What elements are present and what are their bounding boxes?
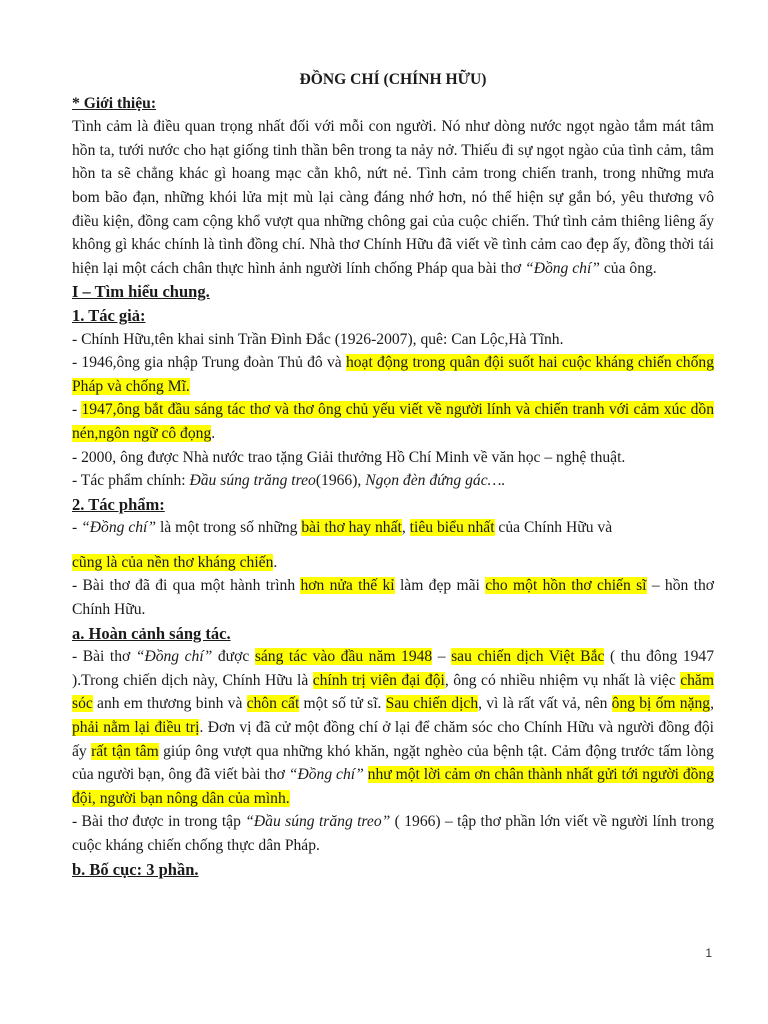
text: –: [432, 648, 452, 666]
work-line-2-text: làm đẹp mãi: [394, 577, 486, 595]
poem-title: “Đồng chí”: [81, 519, 157, 537]
work-line-1: [72, 516, 714, 540]
highlight: Sau chiến dịch: [385, 695, 479, 713]
work-heading: 2. Tác phẩm:: [72, 494, 165, 514]
work-title: Đầu súng trăng treo: [189, 472, 316, 490]
highlight: như một lời cảm ơn chân thành nhất gửi tới người đồng đội, người bạn nông dân của mình.: [72, 766, 715, 807]
highlight: tiêu biểu nhất: [409, 519, 495, 537]
highlight: ông bị ốm nặng: [611, 695, 711, 713]
author-line-5-text: - Tác phẩm chính:: [72, 472, 190, 490]
text: - Bài thơ: [72, 648, 136, 666]
text: anh em thương binh và: [92, 695, 247, 713]
intro-poem-title: “Đồng chí”: [525, 259, 600, 277]
text: ( thu đông 1947 ).Trong chiến dịch này, Chính Hữu là: [72, 648, 715, 689]
document-page: [72, 68, 714, 881]
text: ,: [710, 695, 714, 713]
work-line-2-text: - Bài thơ đã đi qua một hành trình: [72, 577, 301, 595]
document-title: ĐỒNG CHÍ (CHÍNH HỮU): [299, 71, 487, 88]
highlight: chôn cất: [246, 695, 300, 713]
collection-title: “Đầu súng trăng treo”: [245, 813, 391, 831]
work-line-1-text: của Chính Hữu và: [494, 519, 613, 537]
highlight: sau chiến dịch Việt Bắc: [451, 648, 605, 666]
highlight: hơn nửa thế kỉ: [300, 577, 395, 595]
highlight: phải nằm lại điều trị: [72, 719, 200, 737]
text: giúp ông vượt qua những khó khăn, ngặt nghèo của bệnh tật. Cảm động trước tấm lòng của người bạn, ông đã viết bài thơ: [72, 742, 714, 784]
context-heading: a. Hoàn cảnh sáng tác.: [72, 623, 231, 643]
text: , ông có nhiều nhiệm vụ nhất là việc: [444, 671, 681, 689]
text: . Đơn vị đã cử một đồng chí ở lại để chăm sóc cho Chính Hữu và người đồng đội ấy: [72, 719, 714, 760]
work-line-2: [72, 574, 714, 621]
text: - Bài thơ được in trong tập: [72, 813, 246, 831]
highlight: 1947,ông bắt đầu sáng tác thơ và thơ ông chủ yếu viết về người lính và chiến tranh với cảm xúc dồn nén,ngôn ngữ cô đọng: [72, 401, 714, 442]
work-line-1-cont: [72, 551, 714, 575]
highlight: chính trị viên đại đội: [312, 671, 445, 689]
highlight: sáng tác vào đầu năm 1948: [254, 648, 433, 666]
intro-text: Tình cảm là điều quan trọng nhất đối với mỗi con người. Nó như dòng nước ngọt ngào tắm mát tâm hồn ta, tưới nước cho hạt giống tinh thần bên trong ta nảy nở. Thiếu đi sự ngọt ngào của tình cảm, tâm hồn ta sẽ chẳng khác gì hoang mạc cằn khô, nứt nẻ. Tình cảm trong chiến tranh, trong những mưa bom bão đạn, những khói lửa mịt mù lại càng đáng nhớ hơn, nó thể hiện sự gắn bó, yêu thương vô điều kiện, đồng cam cộng khổ vượt qua những chông gai của cuộc chiến. Thứ tình cảm thiêng liêng ấy không gì khác chính là tình đồng chí. Nhà thơ Chính Hữu đã viết về tình cảm cao đẹp ấy, đồng thời tái hiện lại một cách chân thực hình ảnh người lính chống Pháp qua bài thơ: [72, 118, 714, 277]
poem-title: “Đồng chí”: [135, 648, 213, 666]
publication-line: [72, 810, 714, 857]
layout-heading: b. Bố cục: 3 phần.: [72, 859, 199, 879]
page-number: 1: [705, 946, 712, 960]
author-line-2: [72, 351, 714, 398]
highlight: cũng là của nền thơ kháng chiến: [72, 553, 274, 571]
highlight: hoạt động trong quân đội suốt hai cuộc kháng chiến chống Pháp và chống Mĩ.: [72, 354, 714, 395]
author-line-5-year: (1966),: [315, 472, 366, 490]
author-line-3-dash: -: [72, 401, 82, 419]
intro-paragraph: [72, 115, 714, 280]
comma: ,: [401, 519, 410, 537]
work-title: Ngọn đèn đứng gác….: [365, 472, 506, 490]
spacer: [72, 540, 714, 551]
poem-title: “Đồng chí”: [288, 766, 364, 784]
author-line-5: [72, 469, 714, 493]
work-line-2-text: – hồn thơ Chính Hữu.: [72, 577, 715, 619]
author-line-2-text: - 1946,ông gia nhập Trung đoàn Thủ đô và: [72, 354, 346, 372]
author-line-3: [72, 398, 714, 445]
highlight: chăm sóc: [72, 671, 714, 713]
highlight: cho một hồn thơ chiến sĩ: [485, 577, 647, 595]
author-line-3-end: .: [211, 424, 216, 442]
intro-end: của ông.: [599, 259, 657, 277]
context-paragraph: [72, 645, 714, 810]
text: ( 1966) – tập thơ phần lớn viết về người lính trong cuộc kháng chiến chống thực dân Pháp.: [72, 813, 715, 854]
text: một số tử sĩ.: [299, 695, 386, 713]
author-line-4: - 2000, ông được Nhà nước trao tặng Giải thưởng Hồ Chí Minh về văn học – nghệ thuật.: [72, 448, 626, 466]
intro-heading: * Giới thiệu:: [72, 94, 157, 112]
author-line-1: - Chính Hữu,tên khai sinh Trần Đình Đắc (1926-2007), quê: Can Lộc,Hà Tĩnh.: [72, 330, 564, 348]
work-line-1-dash: -: [72, 519, 82, 537]
author-heading: 1. Tác giả:: [72, 305, 146, 325]
section-1-heading: I – Tìm hiểu chung.: [72, 282, 210, 302]
text: , vì là rất vất vả, nên: [478, 695, 612, 713]
highlight: bài thơ hay nhất: [301, 519, 402, 537]
period: .: [273, 553, 278, 571]
highlight: rất tận tâm: [91, 742, 159, 760]
text: được: [212, 648, 255, 666]
work-line-1-text: là một trong số những: [156, 519, 302, 537]
